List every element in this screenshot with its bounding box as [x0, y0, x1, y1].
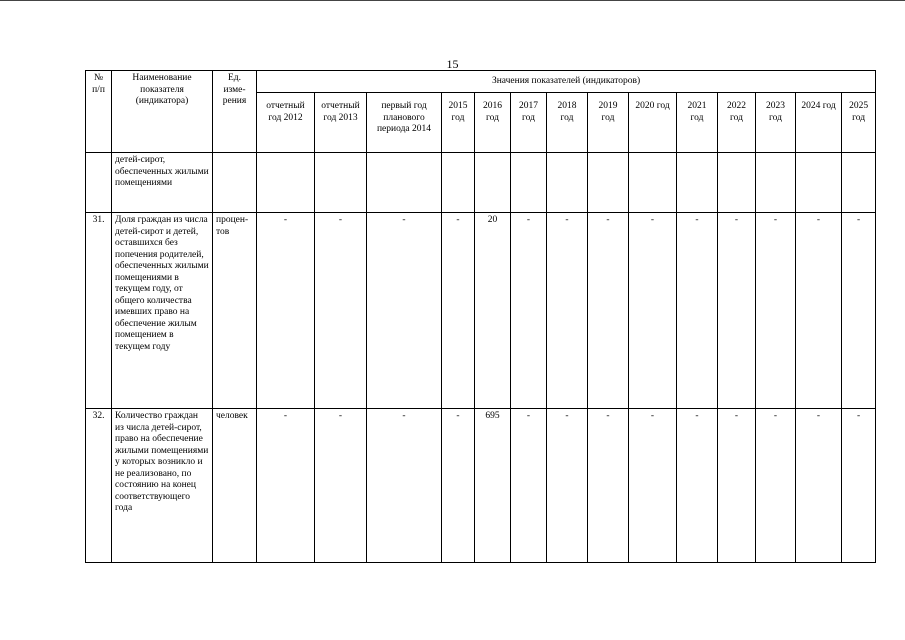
row-value	[442, 153, 475, 213]
header-num: № п/п	[86, 71, 112, 153]
header-year: 2020 год	[629, 93, 677, 153]
row-value: -	[718, 409, 756, 563]
row-value: -	[629, 409, 677, 563]
row-value	[511, 153, 547, 213]
header-year: 2021 год	[677, 93, 718, 153]
row-num	[86, 153, 112, 213]
header-year: первый год планового периода 2014	[367, 93, 442, 153]
header-year: 2017 год	[511, 93, 547, 153]
row-value: -	[588, 213, 629, 409]
row-value	[718, 153, 756, 213]
row-value: -	[257, 213, 315, 409]
header-unit: Ед. изме-рения	[213, 71, 257, 153]
row-unit: процен-тов	[213, 213, 257, 409]
row-value	[796, 153, 842, 213]
header-year: 2024 год	[796, 93, 842, 153]
row-value: -	[718, 213, 756, 409]
row-value: -	[442, 409, 475, 563]
header-year: 2016 год	[475, 93, 511, 153]
header-year: отчетный год 2012	[257, 93, 315, 153]
header-values-group: Значения показателей (индикаторов)	[257, 71, 876, 93]
row-num: 31.	[86, 213, 112, 409]
row-name: Доля граждан из числа детей-сирот и детей, оставшихся без попечения родителей, обеспеченных жилыми помещениями в текущем году, от общего количества имевших право на обеспечение жилым помещением в текущем году	[112, 213, 213, 409]
header-year: отчетный год 2013	[315, 93, 367, 153]
row-name: Количество граждан из числа детей-сирот, право на обеспечение жилыми помещениями у которых возникло и не реализовано, по состоянию на конец соответствующего года	[112, 409, 213, 563]
header-year: 2018 год	[547, 93, 588, 153]
row-value	[367, 153, 442, 213]
row-value	[629, 153, 677, 213]
row-value: -	[547, 213, 588, 409]
row-value: -	[442, 213, 475, 409]
row-value: -	[756, 213, 796, 409]
header-year: 2019 год	[588, 93, 629, 153]
table-row	[86, 213, 876, 409]
row-value	[842, 153, 876, 213]
page-number: 15	[446, 57, 459, 71]
row-value: -	[842, 213, 876, 409]
row-value	[677, 153, 718, 213]
row-value: -	[629, 213, 677, 409]
row-value	[588, 153, 629, 213]
row-value: -	[677, 213, 718, 409]
row-value: -	[756, 409, 796, 563]
row-value: -	[796, 213, 842, 409]
row-value	[315, 153, 367, 213]
table-row	[86, 409, 876, 563]
row-value: -	[511, 409, 547, 563]
header-year: 2023 год	[756, 93, 796, 153]
indicators-table	[85, 70, 876, 563]
row-value	[475, 153, 511, 213]
row-unit: человек	[213, 409, 257, 563]
header-name: Наименование показателя (индикатора)	[112, 71, 213, 153]
row-unit	[213, 153, 257, 213]
row-name: детей-сирот, обеспеченных жилыми помещениями	[112, 153, 213, 213]
row-value: 695	[475, 409, 511, 563]
row-value: -	[315, 409, 367, 563]
header-year: 2015 год	[442, 93, 475, 153]
row-value: 20	[475, 213, 511, 409]
row-num: 32.	[86, 409, 112, 563]
row-value: -	[677, 409, 718, 563]
row-value: -	[257, 409, 315, 563]
row-value: -	[547, 409, 588, 563]
header-year: 2025 год	[842, 93, 876, 153]
row-value: -	[796, 409, 842, 563]
row-value: -	[588, 409, 629, 563]
row-value: -	[367, 409, 442, 563]
row-value: -	[315, 213, 367, 409]
row-value: -	[511, 213, 547, 409]
row-value: -	[842, 409, 876, 563]
scan-top-edge	[0, 0, 905, 1]
row-value: -	[367, 213, 442, 409]
row-value	[756, 153, 796, 213]
table-row	[86, 153, 876, 213]
row-value	[257, 153, 315, 213]
header-year: 2022 год	[718, 93, 756, 153]
row-value	[547, 153, 588, 213]
